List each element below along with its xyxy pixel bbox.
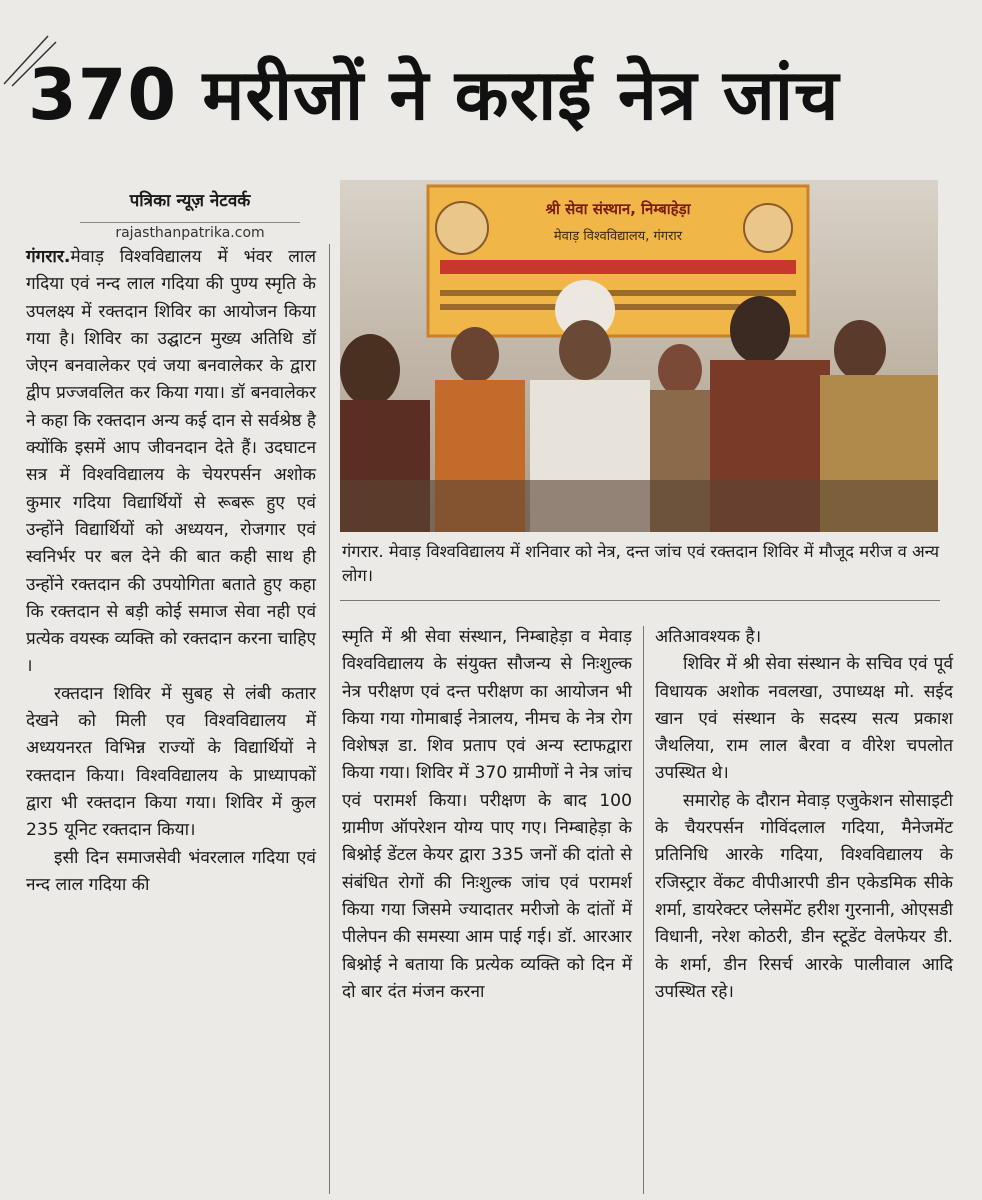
column-1-paragraph-3: इसी दिन समाजसेवी भंवरलाल गदिया एवं नन्द लाल गदिया की <box>26 847 316 895</box>
column-3-paragraph-3: समारोह के दौरान मेवाड़ एजुकेशन सोसाइटी के चैयरपर्सन गोविंदलाल गदिया, मैनेजमेंट प्रतिनिधि आरके गदिया, विश्वविद्यालय के रजिस्ट्रार वेंकट वीपीआरपी डीन एकेडमिक सीके शर्मा, डायरेक्टर प्लेसमेंट हरीश गुरनानी, ओएसडी विधानी, नरेश कोठरी, डीन स्टूडेंट वेलफेयर डी. के शर्मा, डीन रिसर्च आरके पालीवाल आदि उपस्थित रहे। <box>655 790 953 1002</box>
column-3 <box>655 624 953 1006</box>
column-2 <box>342 624 632 1006</box>
website: rajasthanpatrika.com <box>80 222 300 241</box>
column-2-paragraph-1: स्मृति में श्री सेवा संस्थान, निम्बाहेड़ा व मेवाड़ विश्वविद्यालय के संयुक्त सौजन्य से निःशुल्क नेत्र परीक्षण एवं दन्त परीक्षण का आयोजन भी किया गया गोमाबाई नेत्रालय, नीमच के नेत्र रोग विशेषज्ञ डा. शिव प्रताप एवं अन्य स्टाफद्वारा किया गया। शिविर में 370 ग्रामीणों ने नेत्र जांच एवं परामर्श किया। परीक्षण के बाद 100 ग्रामीण ऑपरेशन योग्य पाए गए। निम्बाहेड़ा के बिश्नोई डेंटल केयर द्वारा 335 जनों की दांतो से संबंधित रोगों की निःशुल्क जांच एवं परामर्श किया गया जिसमे ज्यादातर मरीजो के दांतों में पीलेपन की समस्या आम पाई गई। डॉ. आरआर बिश्नोई ने बताया कि प्रत्येक व्यक्ति को दिन में दो बार दंत मंजन करना <box>342 627 632 1002</box>
caption-divider <box>340 600 940 601</box>
column-divider <box>329 244 330 1194</box>
column-3-paragraph-2: शिविर में श्री सेवा संस्थान के सचिव एवं पूर्व विधायक अशोक नवलखा, उपाध्यक्ष मो. सईद खान एवं संस्थान के सदस्य सत्य प्रकाश जैथलिया, राम लाल बैरवा व वीरेश चपलोत उपस्थित थे। <box>655 654 953 784</box>
photo-caption: गंगरार. मेवाड़ विश्वविद्यालय में शनिवार को नेत्र, दन्त जांच एवं रक्तदान शिविर में मौजूद मरीज व अन्य लोग। <box>342 542 940 585</box>
column-divider <box>643 626 644 1194</box>
byline: पत्रिका न्यूज़ नेटवर्क <box>129 191 251 211</box>
headline: 370 मरीजों ने कराई नेत्र जांच <box>28 54 840 136</box>
column-1-paragraph-1 <box>26 244 316 681</box>
photo-illustration <box>340 180 938 532</box>
column-1-text-1: मेवाड़ विश्वविद्यालय में भंवर लाल गदिया एवं नन्द लाल गदिया की पुण्य स्मृति के उपलक्ष्य में रक्तदान शिविर का आयोजन किया गया है। शिविर का उद्घाटन मुख्य अतिथि डॉ जेएन बनवालेकर एवं जया बनवालेकर के द्वारा द्वीप प्रज्जवलित कर किया गया। डॉ बनवालेकर ने कहा कि रक्तदान अन्य कई दान से सर्वश्रेष्ठ है क्योंकि इसमें आप जीवनदान देते हैं। उदघाटन सत्र में विश्वविद्यालय के चेयरपर्सन अशोक कुमार गदिया विद्यार्थियों से रूबरू हुए एवं उन्होंने विद्यार्थियों को अध्ययन, रोजगार एवं स्वनिर्भर पर बल देने की बात कही साथ ही उन्होंने रक्तदान की उपयोगिता बताते हुए कहा कि रक्तदान से बड़ी कोई समाज सेवा नही एवं प्रत्येक वयस्क व्यक्ति को रक्तदान करना चाहिए । <box>26 247 316 677</box>
column-3-paragraph-1: अतिआवश्यक है। <box>655 627 762 647</box>
banner-line-1: श्री सेवा संस्थान, निम्बाहेड़ा <box>545 200 691 218</box>
dateline: गंगरार. <box>26 247 71 267</box>
column-1 <box>26 244 316 899</box>
column-1-paragraph-2: रक्तदान शिविर में सुबह से लंबी कतार देखने को मिली एव विश्वविद्यालय में अध्ययनरत विभिन्न राज्यों के विद्यार्थियों ने रक्तदान किया। विश्वविद्यालय के प्राध्यापकों द्वारा भी रक्तदान किया गया। शिविर में कुल 235 यूनिट रक्तदान किया। <box>26 683 316 841</box>
banner-line-2: मेवाड़ विश्वविद्यालय, गंगरार <box>553 229 683 244</box>
event-photo <box>340 180 938 532</box>
